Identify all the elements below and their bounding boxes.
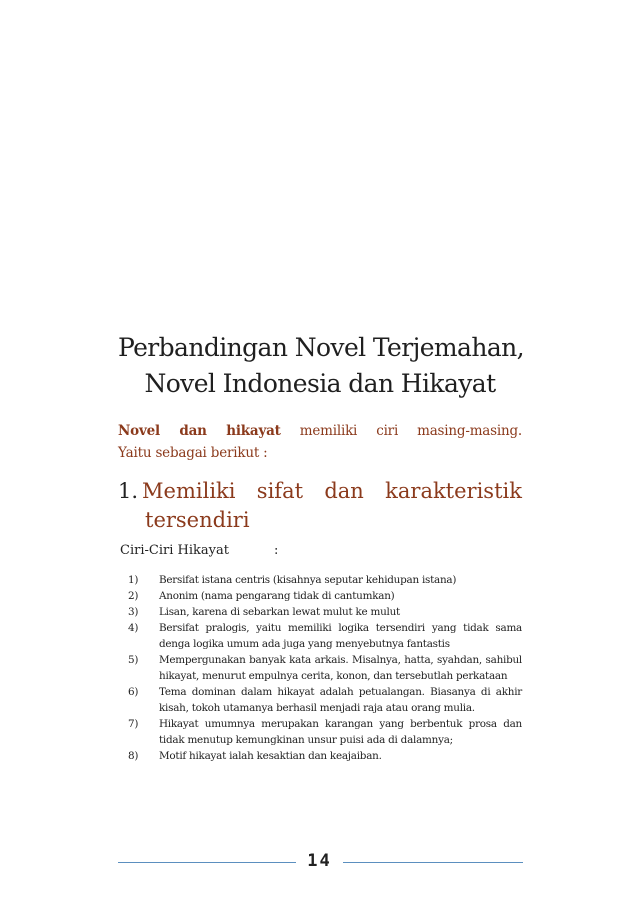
footer-rule-right (343, 862, 523, 863)
list-item (128, 716, 522, 748)
intro-line-1-rest: memiliki ciri masing-masing. (280, 423, 523, 439)
list-item-text: Tema dominan dalam hikayat adalah petualangan. Biasanya di akhir kisah, tokoh utamanya berhasil menjadi raja atau orang mulia. (159, 686, 522, 714)
list-item-number: 7) (128, 718, 139, 730)
list-item (128, 684, 522, 716)
list-item-text: Bersifat istana centris (kisahnya seputar kehidupan istana) (159, 574, 457, 586)
list-item-number: 5) (128, 654, 139, 666)
list-item-text: Bersifat pralogis, yaitu memiliki logika tersendiri yang tidak sama denga logika umum ada juga yang menyebutnya fantastis (159, 622, 522, 650)
title-line-1: Perbandingan Novel Terjemahan, (118, 333, 524, 362)
list-item-number: 2) (128, 590, 139, 602)
title-line-2: Novel Indonesia dan Hikayat (144, 369, 496, 398)
section-heading-line-2: tersendiri (145, 508, 250, 532)
list-item-text: Motif hikayat ialah kesaktian dan keajaiban. (159, 750, 382, 762)
list-item (128, 588, 522, 604)
list-item (128, 572, 522, 588)
section-word-1: Memiliki (142, 479, 236, 503)
list-item (128, 652, 522, 684)
page-number: 14 (307, 851, 332, 871)
intro-paragraph (118, 420, 522, 464)
list-item-text: Hikayat umumnya merupakan karangan yang berbentuk prosa dan tidak menutup kemungkinan unsur puisi ada di dalamnya; (159, 718, 522, 746)
page-title (118, 330, 522, 402)
section-number: 1. (118, 479, 139, 503)
list-item-text: Anonim (nama pengarang tidak di cantumkan) (159, 590, 395, 602)
intro-line-1 (118, 420, 522, 442)
list-item-number: 4) (128, 622, 139, 634)
ciri-label: Ciri-Ciri Hikayat (120, 543, 229, 558)
section-word-3: dan (324, 479, 364, 503)
list-item (128, 748, 522, 764)
list-item-number: 1) (128, 574, 139, 586)
ciri-list (128, 572, 522, 764)
list-item-number: 8) (128, 750, 139, 762)
list-item-text: Mempergunakan banyak kata arkais. Misalnya, hatta, syahdan, sahibul hikayat, menurut empulnya cerita, konon, dan tersebutlah perkataan (159, 654, 522, 682)
section-word-4: karakteristik (385, 479, 522, 503)
list-item-number: 3) (128, 606, 139, 618)
section-word-2: sifat (256, 479, 304, 503)
list-item (128, 604, 522, 620)
list-item-number: 6) (128, 686, 139, 698)
section-heading-line-1 (118, 477, 522, 506)
list-item-text: Lisan, karena di sebarkan lewat mulut ke mulut (159, 606, 400, 618)
footer-rule-left (118, 862, 296, 863)
section-heading-first (118, 477, 235, 506)
intro-bold-text: Novel dan hikayat (118, 423, 281, 439)
section-heading (118, 477, 522, 535)
list-item (128, 620, 522, 652)
ciri-colon: : (274, 543, 279, 558)
intro-line-2: Yaitu sebagai berikut : (118, 445, 268, 461)
